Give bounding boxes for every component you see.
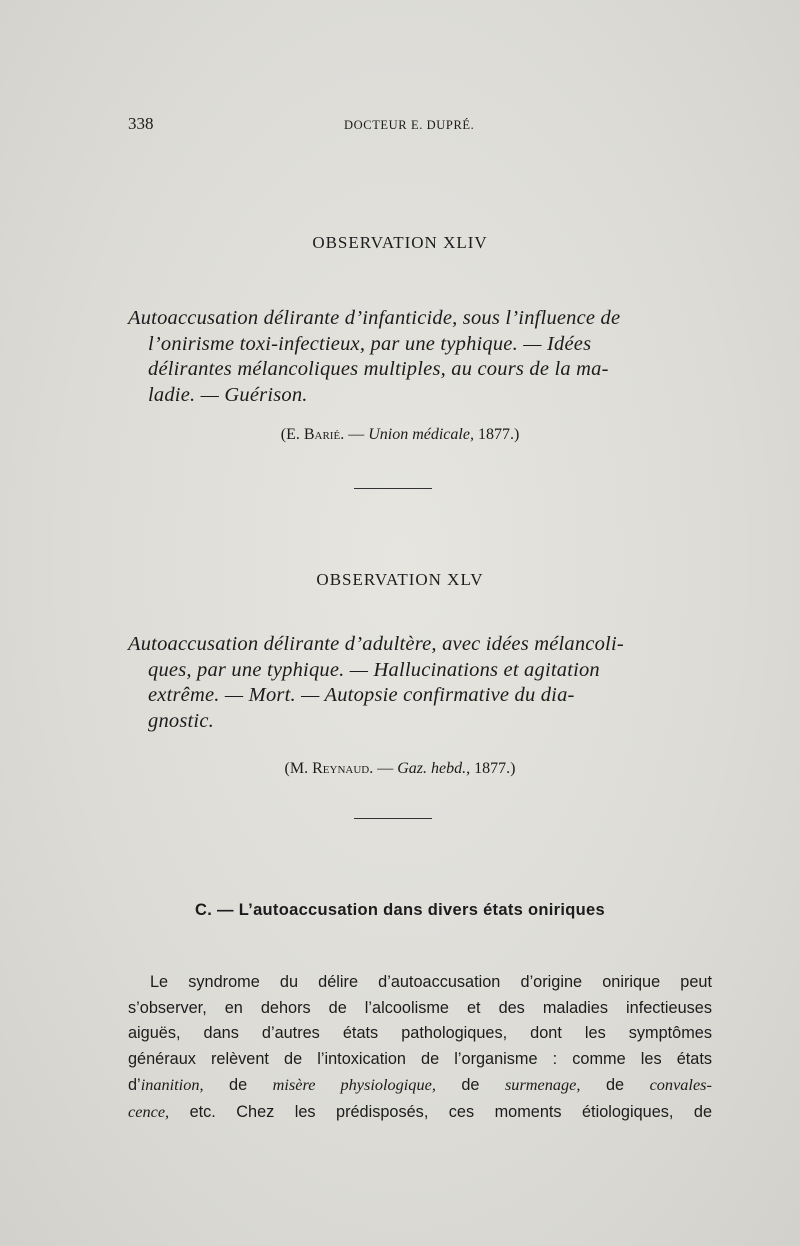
body-line bbox=[128, 1072, 712, 1099]
observation-44-title-line: l’onirisme toxi-infectieux, par une typhique. — Idées bbox=[148, 332, 592, 355]
observation-44-title-line: ladie. — Guérison. bbox=[148, 383, 308, 406]
text-run: de bbox=[580, 1076, 650, 1094]
italic-term: misère physiologique, bbox=[272, 1075, 436, 1094]
source-open: (E. bbox=[280, 426, 304, 443]
observation-44-source bbox=[0, 426, 800, 444]
text-run: de bbox=[435, 1076, 505, 1094]
observation-45-title-line: gnostic. bbox=[148, 709, 214, 732]
italic-term: cence, bbox=[128, 1101, 170, 1121]
source-year: 1877.) bbox=[470, 760, 516, 777]
body-line: généraux relèvent de l’intoxication de l’organisme : comme les états bbox=[128, 1049, 712, 1068]
source-separator: . — bbox=[369, 760, 398, 777]
observation-45-source bbox=[0, 760, 800, 778]
body-line bbox=[128, 1099, 712, 1126]
section-divider bbox=[354, 818, 432, 819]
italic-term: inanition, bbox=[140, 1075, 204, 1094]
body-line: aiguës, dans d’autres états pathologiques, dont les symptômes bbox=[128, 1024, 712, 1042]
observation-45-title-line: Autoaccusation délirante d’adultère, avec idées mélancoli- bbox=[128, 633, 624, 655]
page-number: 338 bbox=[128, 114, 154, 133]
body-paragraph bbox=[128, 970, 712, 1125]
source-author: Barié bbox=[303, 426, 341, 443]
text-run: etc. Chez les prédisposés, ces moments étiologiques, de bbox=[169, 1102, 712, 1121]
source-year: 1877.) bbox=[473, 426, 520, 443]
observation-44-title-line: Autoaccusation délirante d’infanticide, sous l’influence de bbox=[128, 307, 621, 329]
section-heading: C. — L’autoaccusation dans divers états oniriques bbox=[195, 901, 605, 919]
source-journal: Union médicale, bbox=[368, 426, 474, 443]
section-divider bbox=[354, 488, 432, 489]
running-head: DOCTEUR E. DUPRÉ. bbox=[344, 118, 475, 132]
body-line: s’observer, en dehors de l’alcoolisme et des maladies infectieuses bbox=[128, 998, 712, 1017]
observation-45-title-line: ques, par une typhique. — Hallucinations et agitation bbox=[148, 658, 600, 681]
text-run: de bbox=[203, 1076, 273, 1094]
source-separator: . — bbox=[340, 426, 369, 443]
observation-44-heading: OBSERVATION XLIV bbox=[312, 233, 488, 252]
source-author: Reynaud bbox=[312, 760, 370, 777]
observation-44-title-line: délirantes mélancoliques multiples, au cours de la ma- bbox=[148, 358, 609, 380]
source-open: (M. bbox=[284, 760, 313, 777]
italic-term: convales- bbox=[649, 1075, 712, 1094]
observation-45-title bbox=[128, 632, 712, 734]
page-header bbox=[128, 114, 708, 136]
observation-44-title bbox=[128, 306, 712, 408]
observation-45-title-line: extrême. — Mort. — Autopsie confirmative du dia- bbox=[148, 684, 575, 706]
text-run: d’ bbox=[128, 1076, 141, 1094]
italic-term: surmenage, bbox=[504, 1075, 581, 1094]
observation-45-heading: OBSERVATION XLV bbox=[316, 570, 484, 589]
source-journal: Gaz. hebd., bbox=[397, 760, 471, 777]
body-line: Le syndrome du délire d’autoaccusation d’origine onirique peut bbox=[150, 973, 712, 991]
